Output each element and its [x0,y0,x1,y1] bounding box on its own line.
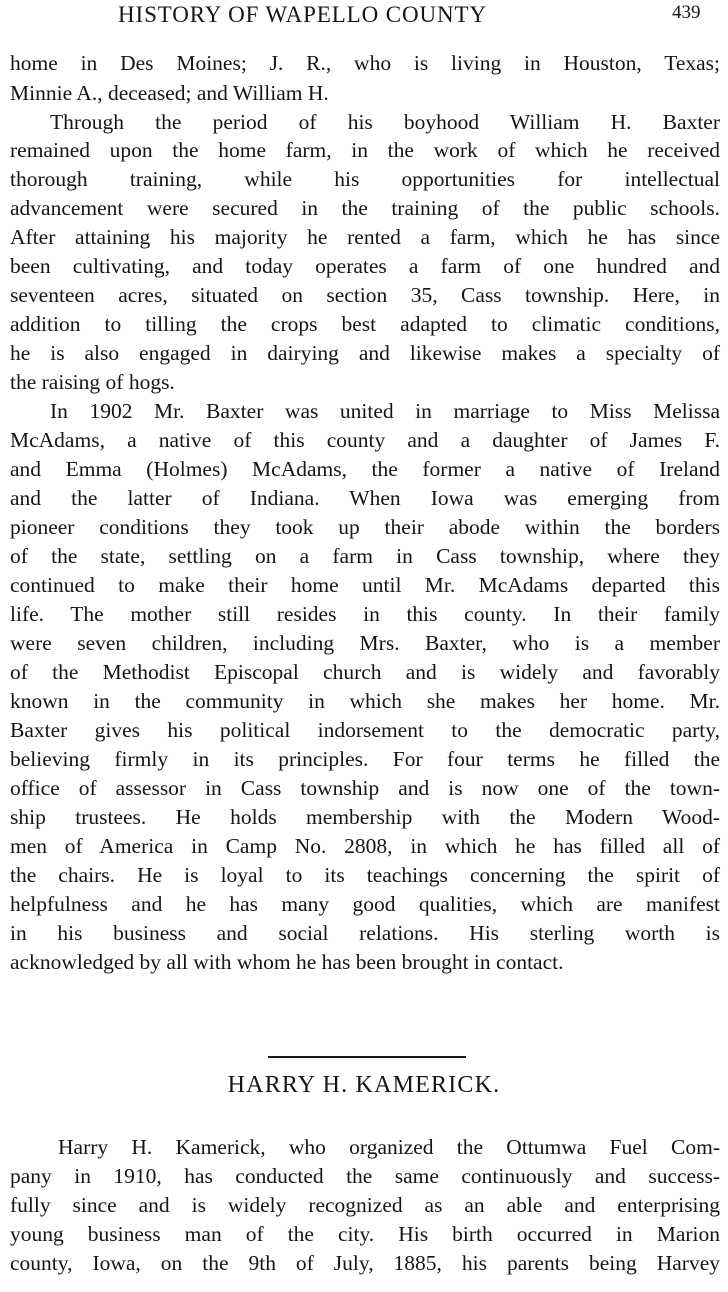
text-line: continued to make their home until Mr. McAdams departed this [10,573,720,597]
text-line: pioneer conditions they took up their abode within the borders [10,515,720,539]
text-line: acknowledged by all with whom he has been brought in contact. [10,950,564,974]
text-line: Baxter gives his political indorsement to the democratic party, [10,718,720,742]
text-line: believing firmly in its principles. For four terms he filled the [10,747,720,771]
running-head-title: HISTORY OF WAPELLO COUNTY [118,2,488,27]
text-line: and the latter of Indiana. When Iowa was emerging from [10,486,720,510]
text-line: life. The mother still resides in this county. In their family [10,602,720,626]
text-line: remained upon the home farm, in the work of which he received [10,138,720,162]
text-line: addition to tilling the crops best adapted to climatic conditions, [10,312,720,336]
text-line: ship trustees. He holds membership with the Modern Wood- [10,805,720,829]
text-line: Through the period of his boyhood William H. Baxter [50,110,720,134]
text-line: of the Methodist Episcopal church and is widely and favorably [10,660,720,684]
text-line: Minnie A., deceased; and William H. [10,81,329,105]
text-line: In 1902 Mr. Baxter was united in marriage to Miss Melissa [50,399,720,423]
text-line: county, Iowa, on the 9th of July, 1885, his parents being Harvey [10,1251,720,1275]
text-line: seventeen acres, situated on section 35, Cass township. Here, in [10,283,720,307]
text-line: young business man of the city. His birth occurred in Marion [10,1222,720,1246]
text-line: of the state, settling on a farm in Cass township, where they [10,544,720,568]
text-line: fully since and is widely recognized as an able and enterprising [10,1193,720,1217]
text-line: After attaining his majority he rented a farm, which he has since [10,225,720,249]
text-line: in his business and social relations. His sterling worth is [10,921,720,945]
page-number: 439 [672,2,701,23]
text-line: McAdams, a native of this county and a daughter of James F. [10,428,720,452]
text-line: were seven children, including Mrs. Baxter, who is a member [10,631,720,655]
text-line: pany in 1910, has conducted the same continuously and success- [10,1164,720,1188]
text-line: advancement were secured in the training of the public schools. [10,196,720,220]
section-divider-rule [268,1056,466,1058]
text-line: thorough training, while his opportunities for intellectual [10,167,720,191]
text-line: the raising of hogs. [10,370,175,394]
section-heading: HARRY H. KAMERICK. [227,1072,501,1098]
text-line: helpfulness and he has many good qualities, which are manifest [10,892,720,916]
text-line: known in the community in which she makes her home. Mr. [10,689,720,713]
text-line: Harry H. Kamerick, who organized the Ottumwa Fuel Com- [58,1135,720,1159]
text-line: office of assessor in Cass township and is now one of the town- [10,776,720,800]
text-line: he is also engaged in dairying and likewise makes a specialty of [10,341,720,365]
text-line: and Emma (Holmes) McAdams, the former a native of Ireland [10,457,720,481]
text-line: home in Des Moines; J. R., who is living in Houston, Texas; [10,51,720,75]
text-line: the chairs. He is loyal to its teachings concerning the spirit of [10,863,720,887]
text-line: men of America in Camp No. 2808, in which he has filled all of [10,834,720,858]
text-line: been cultivating, and today operates a farm of one hundred and [10,254,720,278]
